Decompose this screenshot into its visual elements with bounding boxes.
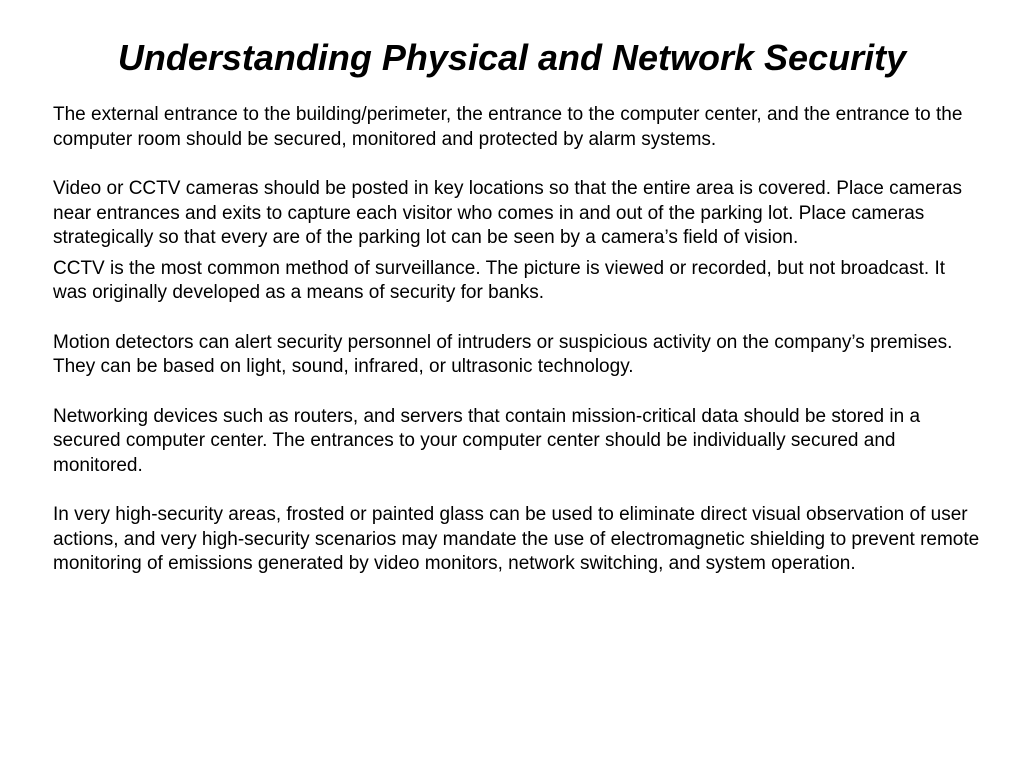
paragraph-cctv-cameras: Video or CCTV cameras should be posted in key locations so that the entire area is covered. Place cameras near entrances and exits to capture each visitor who comes in and out of the parking lot. Place cameras strategically so that every are of the parking lot can be seen by a camera’s field of vision. [53, 178, 962, 248]
paragraph-high-security-areas: In very high-security areas, frosted or painted glass can be used to eliminate direct visual observation of user actions, and very high-security scenarios may mandate the use of electromagnetic shielding to prevent remote monitoring of emissions generated by video monitors, network switching, and system operation. [53, 504, 980, 574]
slide-title: Understanding Physical and Network Security [117, 37, 907, 78]
paragraph-networking-devices: Networking devices such as routers, and servers that contain mission-critical data should be stored in a secured computer center. The entrances to your computer center should be individually secured and monitored. [53, 405, 921, 476]
paragraph-motion-detectors: Motion detectors can alert security personnel of intruders or suspicious activity on the company’s premises. They can be based on light, sound, infrared, or ultrasonic technology. [53, 331, 953, 377]
slide-body [53, 103, 983, 577]
paragraph-cctv-surveillance: CCTV is the most common method of surveillance. The picture is viewed or recorded, but not broadcast. It was originally developed as a means of security for banks. [53, 257, 945, 303]
paragraph-perimeter-security: The external entrance to the building/perimeter, the entrance to the computer center, and the entrance to the computer room should be secured, monitored and protected by alarm systems. [53, 104, 963, 150]
